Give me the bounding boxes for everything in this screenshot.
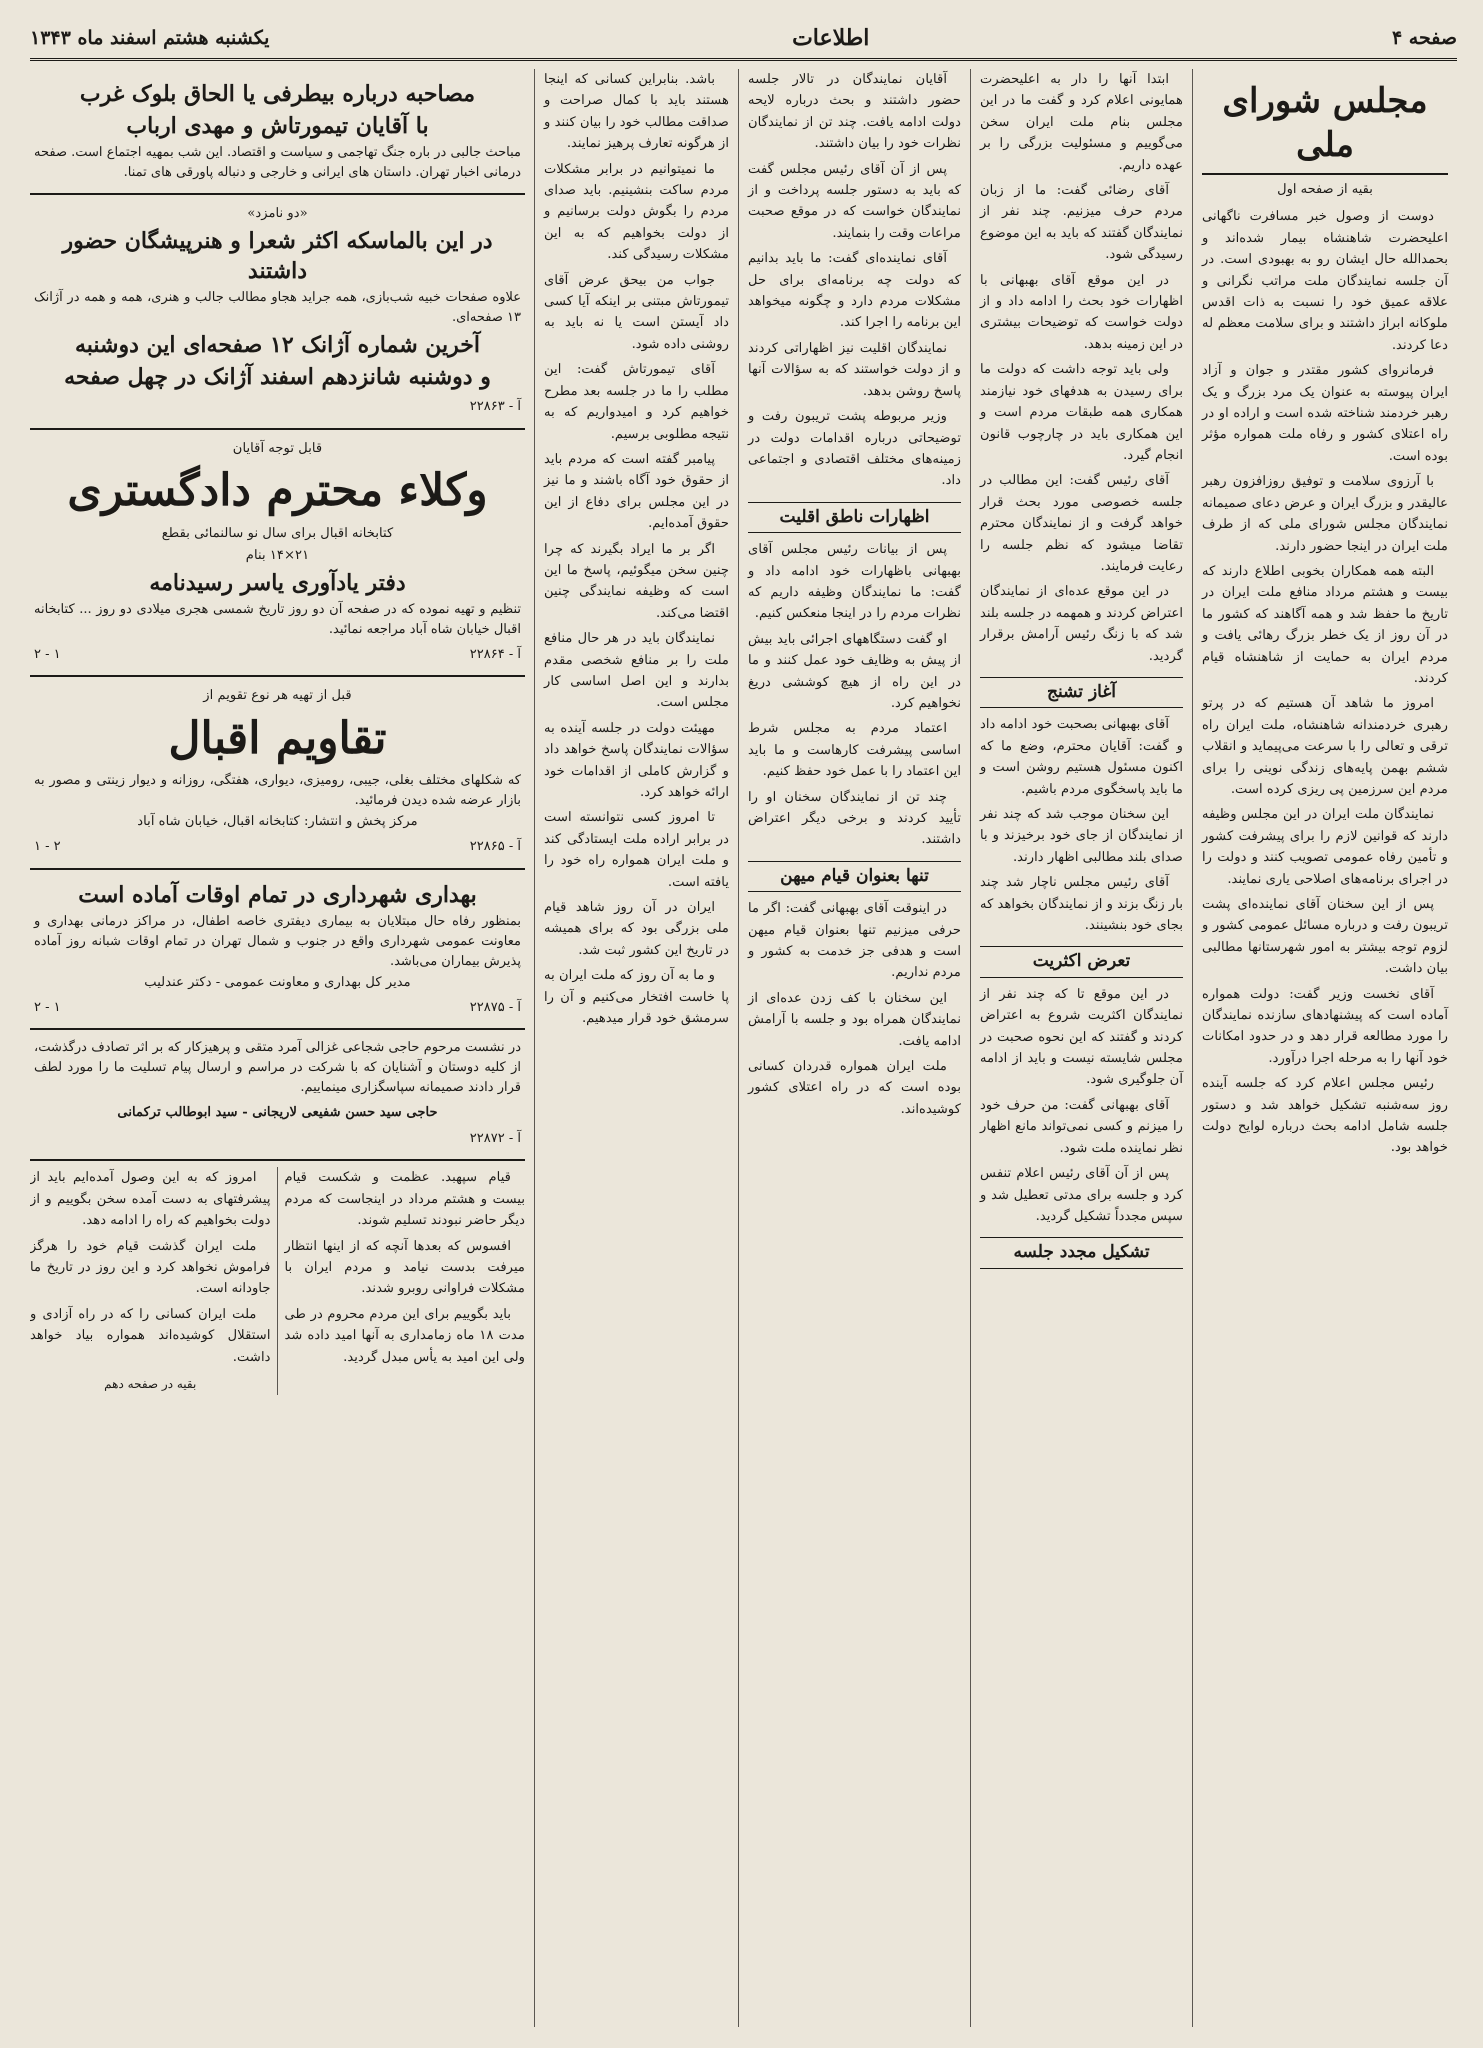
ad-lawyers: [30, 430, 525, 678]
ad-body: که شکلهای مختلف بغلی، جیبی، رومیزی، دیواری، هفتگی، روزانه و دیوار زینتی و مصور به بازار عرضه شده دیدن فرمائید.: [34, 772, 521, 808]
page-number: صفحه ۴: [1391, 27, 1457, 49]
ad-interview: [30, 69, 525, 195]
masthead: [30, 18, 1457, 61]
ad-headline: و دوشنبه شانزدهم اسفند آژانک در چهل صفحه: [64, 364, 491, 391]
article-paragraph: این سخنان با کف زدن عده‌ای از نمایندگان همراه بود و جلسه با آرامش ادامه یافت.: [748, 990, 961, 1049]
ad-signature: مدیر کل بهداری و معاونت عمومی - دکتر عندلیب: [144, 974, 411, 990]
ad-health: [30, 870, 525, 1031]
ad-code-row: [34, 644, 521, 665]
ad-headline: بهداری شهرداری در تمام اوقات آماده است: [78, 881, 477, 908]
article-paragraph: ابتدا آنها را دار به اعلیحضرت همایونی اعلام کرد و گفت ما در این مجلس بنام ملت ایران سخن می‌گوییم و مسئولیت بزرگی را بر عهده داریم.: [980, 72, 1183, 173]
article-paragraph: آقای تیمورتاش گفت: این مطلب را ما در جلسه بعد مطرح خواهیم کرد و امیدواریم که به نتیجه مطلوبی برسیم.: [544, 362, 729, 442]
article-paragraph: آقای نخست وزیر گفت: دولت همواره آماده است که پیشنهادهای سازنده نمایندگان را مورد مطالعه قرار دهد و در حدود امکانات خود آنها را به مرحله اجرا درآورد.: [1202, 986, 1448, 1066]
continued-note: بقیه در صفحه دهم: [104, 1376, 197, 1391]
ad-kicker: «دو نامزد»: [247, 206, 308, 221]
article-paragraph: نمایندگان ملت ایران در این مجلس وظیفه دارند که قوانین لازم را برای پیشرفت کشور و تأمین رفاه عمومی تصویب کنند و دولت را در اجرای برنامه‌های اصلاحی یاری نمایند.: [1202, 807, 1448, 887]
article-paragraph: در این موقع آقای بهبهانی با اظهارات خود بحث را ادامه داد و از دولت خواست که توضیحات بیشتری در این زمینه بدهد.: [980, 272, 1183, 352]
article-paragraph: آقای بهبهانی بصحبت خود ادامه داد و گفت: آقایان محترم، وضع ما که اکنون مسئول هستیم روشن است و ما باید پاسخگوی مردم باشیم.: [980, 717, 1183, 797]
article-paragraph: در اینوقت آقای بهبهانی گفت: اگر ما حرفی میزنیم تنها بعنوان قیام میهن است و هدفی جز خدمت به کشور و مردم نداریم.: [748, 901, 961, 981]
ad-kicker: قبل از تهیه هر نوع تقویم از: [203, 688, 352, 704]
ad-code: آ - ۲۲۸۶۴: [469, 647, 521, 663]
ad-headline: تقاویم اقبال: [168, 712, 387, 764]
subheading: تنها بعنوان قیام میهن: [748, 861, 961, 892]
article-paragraph: نمایندگان اقلیت نیز اظهاراتی کردند و از دولت خواستند که به سؤالات آنها پاسخ روشن بدهد.: [748, 340, 961, 399]
article-paragraph: و ما به آن روز که ملت ایران به پا خاست افتخار می‌کنیم و آن را سرمشق خود قرار میدهیم.: [544, 968, 729, 1027]
ad-body: مباحث جالبی در باره جنگ تهاجمی و سیاست و اقتصاد. این شب بمهیه اجتماع است. صفحه درمانی اخبار تهران. داستان های ایرانی و خارجی و دنباله پاورقی های تمنا.: [34, 145, 521, 180]
ad-line: ۲۱×۱۴ بنام: [245, 547, 310, 563]
article-paragraph: اگر بر ما ایراد بگیرند که چرا چنین سخن میگوئیم، پاسخ ما این است که وظیفه نمایندگی چنین اقتضا می‌کند.: [544, 541, 729, 621]
article-paragraph: آقای رضائی گفت: ما از زبان مردم حرف میزنیم. چند نفر از نمایندگان گفتند که باید به این موضوع رسیدگی شود.: [980, 183, 1183, 263]
article-dateline: بقیه از صفحه اول: [1277, 182, 1373, 197]
column-4: [971, 69, 1193, 2027]
ad-address: مرکز پخش و انتشار: کتابخانه اقبال، خیابان شاه آباد: [137, 813, 418, 829]
article-paragraph: پس از آن آقای رئیس اعلام تنفس کرد و جلسه برای مدتی تعطیل شد و سپس مجدداً تشکیل گردید.: [980, 1166, 1183, 1224]
article-paragraph: پیامبر گفته است که مردم باید از حقوق خود آگاه باشند و ما نیز در این مجلس برای دفاع از این حقوق آمده‌ایم.: [544, 451, 729, 532]
notice-signature: حاجی سید حسن شفیعی لاریجانی - سید ابوطالب ترکمانی: [117, 1105, 438, 1121]
article-continuation: [30, 1161, 525, 1395]
ad-code-row: [34, 396, 521, 417]
article-paragraph: باشد. بنابراین کسانی که اینجا هستند باید با کمال صراحت و صداقت مطالب خود را بیان کنند و از هرگونه تعارف پرهیز نمایند.: [544, 72, 729, 152]
ad-code-row: [34, 836, 521, 857]
article-paragraph: آقای رئیس مجلس ناچار شد چند بار زنگ بزند و از نمایندگان بخواهد که بجای خود بنشینند.: [980, 875, 1183, 934]
article-paragraph: باید بگوییم برای این مردم محروم در طی مدت ۱۸ ماه زمامداری به آنها امید داده شد ولی این امید به یأس مبدل گردید.: [284, 1306, 526, 1365]
notice-body: در نشست مرحوم حاجی شجاعی غزالی آمرد متقی و پرهیزکار که بر اثر تصادف درگذشت، از کلیه دوستان و آشنایان که با شرکت در مراسم و ارسال پیام تسلیت ما را مورد لطف قرار دادند صمیمانه سپاسگزاری مینماییم.: [34, 1040, 521, 1096]
article-paragraph: با آرزوی سلامت و توفیق روزافزون رهبر عالیقدر و بزرگ ایران و عرض دعای صمیمانه نمایندگان مجلس شورای ملی که از طرف ملت ایران در اینجا حضور دارند.: [1202, 474, 1448, 554]
article-paragraph: دوست از وصول خبر مسافرت ناگهانی اعلیحضرت شاهنشاه بیمار شده‌اند و بحمدالله حال ایشان رو به بهبودی است. در آن جلسه نمایندگان ملت مراتب نگرانی و علاقه عمیق خود را نسبت به ذات اقدس ملوکانه ابراز داشتند و برای سلامت معظم له دعا کردند.: [1202, 209, 1448, 353]
article-paragraph: نمایندگان باید در هر حال منافع ملت را بر منافع شخصی مقدم بدارند و این اصل اساسی کار مجلس است.: [544, 631, 729, 711]
article-paragraph: در این موقع تا که چند نفر از نمایندگان اکثریت شروع به اعتراض کردند و گفتند که این نحوه صحبت در مجلس شایسته نیست و باید از ادامه آن جلوگیری شود.: [980, 986, 1183, 1088]
article-paragraph: آقای بهبهانی گفت: من حرف خود را میزنم و کسی نمی‌تواند مانع اظهار نظر نماینده ملت شود.: [980, 1097, 1183, 1156]
article-paragraph: چند تن از نمایندگان سخنان او را تأیید کردند و برخی دیگر اعتراض داشتند.: [748, 789, 961, 848]
article-paragraph: وزیر مربوطه پشت تریبون رفت و توضیحاتی درباره اقدامات دولت در زمینه‌های مختلف اقتصادی و اجتماعی داد.: [748, 409, 961, 489]
ad-number: ۱ - ۲: [34, 1000, 61, 1016]
ad-code: آ - ۲۲۸۷۲: [469, 1130, 521, 1146]
subheading: تعرض اکثریت: [980, 946, 1183, 977]
ad-line: کتابخانه اقبال برای سال نو سالنمائی بقطع: [161, 526, 394, 542]
subheading: تشکیل مجدد جلسه: [980, 1237, 1183, 1268]
columns: [30, 69, 1457, 2027]
ad-headline: در این بالماسکه اکثر شعرا و هنرپیشگان حضور داشتند: [62, 228, 493, 285]
article-paragraph: پس از آن آقای رئیس مجلس گفت که باید به دستور جلسه پرداخت و از نمایندگان خواست که در موقع صحبت مراعات وقت را بنمایند.: [748, 161, 961, 241]
ad-headline: مصاحبه درباره بیطرفی یا الحاق بلوک غرب: [79, 81, 476, 107]
issue-date: یکشنبه هشتم اسفند ماه ۱۳۴۳: [30, 27, 270, 49]
subheading: آغاز تشنج: [980, 677, 1183, 708]
article-paragraph: پس از بیانات رئیس مجلس آقای بهبهانی باظهارات خود ادامه داد و گفت: ما نمایندگان وظیفه داریم که نظرات مردم را در اینجا منعکس کنیم.: [748, 542, 961, 622]
article-paragraph: جواب من بیحق عرض آقای تیمورتاش مبتنی بر اینکه آیا کسی داد آیستن است یا نه باید به روشنی داده شود.: [544, 272, 729, 352]
column-ads: [30, 69, 535, 2027]
ad-body: تنظیم و تهیه نموده که در صفحه آن دو روز تاریخ شمسی هجری میلادی دو روز ... کتابخانه اقبال خیابان شاه آباد مراجعه نمائید.: [34, 602, 521, 638]
article-paragraph: امروز ما شاهد آن هستیم که در پرتو رهبری خردمندانه شاهنشاه، ملت ایران راه ترقی و تعالی را با سرعت می‌پیماید و انقلاب ششم بهمن پایه‌های زندگی نوینی را برای مردم این سرزمین پی ریزی کرده است.: [1202, 696, 1448, 797]
ad-code: آ - ۲۲۸۶۳: [469, 399, 521, 415]
article-paragraph: آقای نماینده‌ای گفت: ما باید بدانیم که دولت چه برنامه‌ای برای حل مشکلات مردم دارد و چگونه میخواهد این برنامه را اجرا کند.: [748, 251, 961, 331]
article-paragraph: فرمانروای کشور مقتدر و جوان و آزاد ایران پیوسته به عنوان یک مرد بزرگ و یک رهبر خردمند شناخته شده است و اراده او در راه اعتلای کشور و رفاه ملت همواره مؤثر بوده است.: [1202, 363, 1448, 464]
ad-poets: [30, 195, 525, 430]
ad-headline: آخرین شماره آژانک ۱۲ صفحه‌ای این دوشنبه: [74, 332, 481, 359]
article-paragraph: در این موقع عده‌ای از نمایندگان اعتراض کردند و همهمه در جلسه بلند شد که با زنگ رئیس آرامش برقرار گردید.: [980, 584, 1183, 664]
article-paragraph: ما نمیتوانیم در برابر مشکلات مردم ساکت بنشینیم. باید صدای مردم را بگوش دولت برسانیم و از دولت بخواهیم که به این مشکلات رسیدگی کند.: [544, 161, 729, 263]
ad-calendar: [30, 677, 525, 869]
ad-code: آ - ۲۲۸۶۵: [469, 839, 521, 855]
article-paragraph: پس از این سخنان آقای نماینده‌ای پشت تریبون رفت و درباره مسائل عمومی کشور و لزوم توجه بیشتر به امور شهرستانها مطالبی بیان داشت.: [1202, 897, 1448, 977]
article-paragraph: ولی باید توجه داشت که دولت ما برای رسیدن به هدفهای خود نیازمند همکاری همه طبقات مردم است و این همکاری باید در چارچوب قانون انجام گیرد.: [980, 362, 1183, 463]
notice-condolence: [30, 1030, 525, 1161]
article-paragraph: افسوس که بعدها آنچه که از اینها انتظار میرفت بدست نیامد و مردم ایران با مشکلات فراوانی روبرو شدند.: [284, 1238, 525, 1297]
article-paragraph: رئیس مجلس اعلام کرد که جلسه آینده روز سه‌شنبه تشکیل خواهد شد و دستور جلسه شامل ادامه بحث درباره لوایح دولت خواهد بود.: [1202, 1076, 1448, 1156]
article-paragraph: ملت ایران کسانی را که در راه آزادی و استقلال کوشیده‌اند همواره بیاد خواهد داشت.: [30, 1306, 271, 1365]
article-paragraph: ملت ایران گذشت قیام خود را هرگز فراموش نخواهد کرد و این روز در تاریخ ما جاودانه است.: [30, 1238, 271, 1297]
ad-kicker: قابل توجه آقایان: [232, 440, 323, 456]
column-parliament: [1193, 69, 1457, 2027]
column-2: [535, 69, 739, 2027]
article-paragraph: آقایان نمایندگان در تالار جلسه حضور داشتند و بحث درباره لایحه دولت ادامه یافت. چند تن از نمایندگان نظرات خود را بیان داشتند.: [748, 72, 961, 152]
article-paragraph: امروز که به این وصول آمده‌ایم باید از پیشرفتهای به دست آمده سخن بگوییم و از دولت بخواهیم که راه را ادامه دهد.: [30, 1170, 271, 1229]
ad-line: دفتر یادآوری یاسر رسیدنامه: [149, 570, 406, 597]
article-paragraph: تا امروز کسی نتوانسته است در برابر اراده ملت ایستادگی کند و ملت ایران همواره راه خود را یافته است.: [544, 810, 729, 890]
subheading: اظهارات ناطق اقلیت: [748, 502, 961, 533]
newspaper-name: اطلاعات: [792, 25, 870, 51]
ad-body: علاوه صفحات خبیه شب‌بازی، همه جراید هجاو مطالب جالب و هنری، همه و همه در آژانک ۱۳ صفحه‌ای.: [34, 290, 521, 326]
ad-code-row: [34, 997, 521, 1018]
article-paragraph: اعتماد مردم به مجلس شرط اساسی پیشرفت کارهاست و ما باید این اعتماد را با عمل خود حفظ کنیم.: [748, 721, 961, 780]
ad-body: بمنظور رفاه حال مبتلایان به بیماری دیفتری خاصه اطفال، در مراکز درمانی بهداری و معاونت عمومی شهرداری واقع در جنوب و شمال تهران در تمام اوقات شبانه روز آماده پذیرش بیماران می‌باشد.: [34, 913, 521, 969]
article-paragraph: ملت ایران همواره قدردان کسانی بوده است که در راه اعتلای کشور کوشیده‌اند.: [748, 1059, 961, 1117]
article-paragraph: او گفت دستگاههای اجرائی باید بیش از پیش به وظایف خود عمل کنند و ما در این راه از هیچ کوششی دریغ نخواهیم کرد.: [748, 631, 961, 711]
article-paragraph: ایران در آن روز شاهد قیام ملی بزرگی بود که برای همیشه در تاریخ این کشور ثبت شد.: [544, 900, 729, 958]
article-paragraph: البته همه همکاران بخوبی اطلاع دارند که بیست و هشتم مرداد منافع ملت ایران در تاریخ ما حفظ شد و همه آگاهند که کشور ما در آن روز از یک خطر بزرگ رهائی یافت و مردم ایران به حمایت از شاهنشاه قیام کردند.: [1202, 563, 1448, 686]
article-paragraph: آقای رئیس گفت: این مطالب در جلسه خصوصی مورد بحث قرار خواهد گرفت و از نمایندگان محترم تقاضا میشود که نظم جلسه را رعایت فرمایند.: [980, 473, 1183, 574]
ad-number: ۱ - ۲: [34, 647, 61, 663]
ad-number: ۲ - ۱: [34, 839, 61, 855]
article-paragraph: قیام سپهبد. عظمت و شکست قیام بیست و هشتم مرداد در اینجاست که مردم دیگر حاضر نبودند تسلیم شوند.: [284, 1170, 525, 1229]
ad-code-row: [34, 1128, 521, 1149]
article-paragraph: مهیئت دولت در جلسه آینده به سؤالات نمایندگان پاسخ خواهد داد و گزارش کاملی از اقدامات خود ارائه خواهد کرد.: [544, 720, 729, 800]
ad-headline: با آقایان تیمورتاش و مهدی ارباب: [126, 113, 429, 139]
ad-code: آ - ۲۲۸۷۵: [469, 1000, 521, 1016]
article-paragraph: این سخنان موجب شد که چند نفر از نمایندگان از جای خود برخیزند و با صدای بلند مطالبی اظهار دارند.: [980, 807, 1183, 865]
article-headline-parliament: مجلس شورای ملی: [1202, 69, 1448, 175]
ad-headline: وکلاء محترم دادگستری: [67, 465, 488, 517]
column-3: [739, 69, 971, 2027]
